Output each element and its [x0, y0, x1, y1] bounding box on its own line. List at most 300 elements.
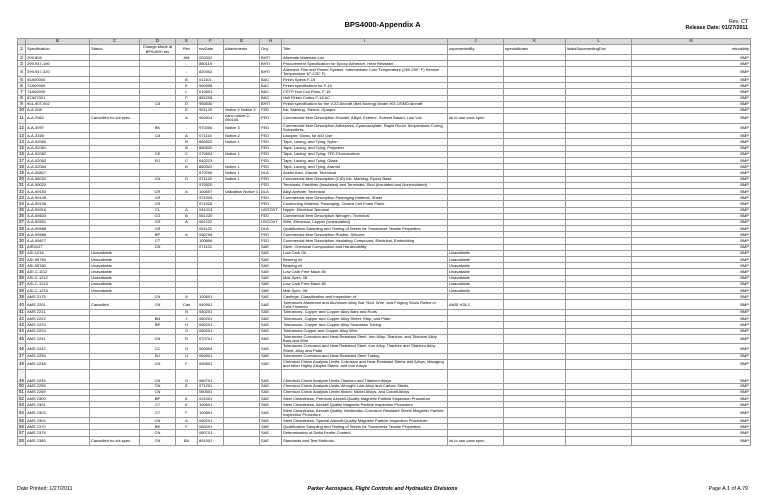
cell-org[interactable]: SAE	[260, 287, 282, 293]
cell-org[interactable]: DLA	[260, 170, 282, 176]
cell-mtrvalidity[interactable]: BMP	[632, 188, 751, 194]
cell-special-notes[interactable]	[504, 114, 566, 124]
cell-mtrvalidity[interactable]: BMP	[632, 294, 751, 300]
cell-attachments[interactable]	[224, 334, 260, 344]
cell-mtrvalidity[interactable]: BMP	[632, 389, 751, 395]
cell-rev[interactable]: B	[176, 213, 198, 219]
cell-specification[interactable]: 901-907-002	[26, 101, 90, 107]
row-number[interactable]: 36	[19, 275, 24, 281]
cell-org[interactable]: SAE	[260, 334, 282, 344]
cell-status[interactable]: Status	[90, 45, 140, 55]
cell-mtrvalidity[interactable]: BMP	[632, 207, 751, 213]
row-number[interactable]: 2	[18, 55, 26, 61]
cell-org[interactable]: FED	[260, 238, 282, 244]
cell-title[interactable]: Chemical Check Analysis Limits Nickel, Nickel Alloys, and Cobalt Alloys	[282, 389, 448, 395]
row-number[interactable]: 20	[19, 176, 24, 182]
cell-rev-date[interactable]: 960814	[198, 114, 224, 124]
cell-rev-date[interactable]: 070604	[198, 151, 224, 157]
cell-mtrvalidity[interactable]: BMP	[632, 170, 751, 176]
cell-rev[interactable]: A	[176, 294, 198, 300]
cell-status[interactable]	[90, 360, 140, 370]
cell-rev-date[interactable]: 100607	[198, 188, 224, 194]
cell-change-rev[interactable]: Change Made at BPS4000 rev	[140, 45, 176, 55]
cell-change-rev[interactable]: CR	[140, 219, 176, 225]
cell-rev-date[interactable]: 901120	[198, 107, 224, 113]
cell-listed-superseding-doc[interactable]	[566, 123, 632, 133]
cell-rev[interactable]: Rev	[176, 45, 198, 55]
row-number[interactable]: 22	[19, 188, 24, 194]
cell-mtrvalidity[interactable]: BMP	[632, 316, 751, 322]
row-number[interactable]: 25	[19, 207, 24, 213]
column-letter-f[interactable]: F	[198, 39, 224, 45]
cell-specification[interactable]: A-A-59551	[26, 219, 90, 225]
cell-title[interactable]: Tolerances Corrosion and Heat-Resistant Steel, Iron Alloy, Titanium, and Titanium Alloy Bars and Wire	[282, 334, 448, 344]
cell-attachments[interactable]	[224, 344, 260, 354]
cell-title[interactable]: Steel Cleanliness, Premium Aircraft-Quality Magnetic Particle Inspection Procedure	[282, 396, 448, 402]
cell-rev[interactable]: G	[176, 369, 198, 383]
cell-org[interactable]: SAE	[260, 328, 282, 334]
cell-change-rev[interactable]: CN	[140, 418, 176, 424]
cell-org[interactable]: FED	[260, 133, 282, 139]
cell-org[interactable]: SAE	[260, 436, 282, 446]
cell-mtrvalidity[interactable]: BMP	[632, 263, 751, 269]
cell-title[interactable]: Tolerances Copper and Copper Alloy Wire	[282, 328, 448, 334]
cell-rev-date[interactable]: 971028	[198, 201, 224, 207]
row-number[interactable]: 16	[19, 151, 24, 157]
cell-rev-date[interactable]: 060904	[198, 344, 224, 354]
row-number[interactable]: 11	[18, 114, 26, 124]
cell-mtrvalidity[interactable]: BMP	[632, 250, 751, 256]
cell-change-rev[interactable]: CN	[140, 176, 176, 182]
cell-change-rev[interactable]: CN	[140, 300, 176, 310]
cell-mtrvalidity[interactable]: BMP	[632, 353, 751, 359]
cell-rev[interactable]: K	[176, 402, 198, 408]
cell-org[interactable]: SAE	[260, 281, 282, 287]
cell-org[interactable]: FED	[260, 213, 282, 219]
cell-change-rev[interactable]: BK	[140, 123, 176, 133]
cell-mtrvalidity[interactable]: mtrvalidty	[632, 45, 751, 55]
cell-title[interactable]: Castings, Classification and Inspection of	[282, 294, 448, 300]
cell-superseded-by[interactable]	[448, 360, 504, 370]
cell-rev[interactable]: H	[176, 353, 198, 359]
cell-listed-superseding-doc[interactable]	[566, 67, 632, 77]
cell-rev[interactable]: A	[176, 114, 198, 124]
cell-superseded-by[interactable]: Unavailable	[448, 250, 504, 256]
cell-attachments[interactable]	[224, 300, 260, 310]
cell-rev[interactable]: B	[176, 76, 198, 82]
row-number[interactable]: 17	[19, 157, 24, 163]
cell-title[interactable]: Tape, Lacing, and Tying, TFE-Fluorocarbon	[282, 151, 448, 157]
cell-rev[interactable]: E	[176, 107, 198, 113]
row-number[interactable]: 49	[18, 369, 26, 383]
cell-mtrvalidity[interactable]: BMP	[632, 61, 751, 67]
cell-listed-superseding-doc[interactable]	[566, 344, 632, 354]
cell-specification[interactable]: AMS 2248	[26, 360, 90, 370]
cell-attachments[interactable]: Validation Notice 1	[225, 188, 259, 194]
column-letter-k[interactable]: K	[504, 39, 566, 45]
cell-special-notes[interactable]	[504, 369, 566, 383]
cell-org[interactable]: SAE	[260, 316, 282, 322]
cell-change-rev[interactable]: CE	[140, 151, 176, 157]
cell-listed-superseding-doc[interactable]	[566, 114, 632, 124]
cell-mtrvalidity[interactable]: BMP	[632, 360, 751, 370]
cell-rev-date[interactable]: 080201	[198, 328, 224, 334]
cell-mtrvalidity[interactable]: BMP	[632, 436, 751, 446]
cell-org[interactable]: SAE	[260, 383, 282, 389]
cell-specification[interactable]: A-A-3165	[26, 133, 90, 139]
cell-mtrvalidity[interactable]: BMP	[632, 176, 751, 182]
cell-superseded-by[interactable]: Unavailable	[448, 275, 504, 281]
cell-org[interactable]: FED	[260, 182, 282, 188]
cell-superseded-by[interactable]: Unavailable	[448, 257, 504, 263]
cell-org[interactable]: BHTI	[260, 67, 282, 77]
cell-change-rev[interactable]: CT	[140, 408, 176, 418]
cell-org[interactable]: BAC	[260, 89, 282, 95]
cell-specification[interactable]: AMS 2241	[26, 334, 90, 344]
cell-change-rev[interactable]: CN	[140, 369, 176, 383]
cell-change-rev[interactable]: CA	[140, 133, 176, 139]
cell-mtrvalidity[interactable]: BMP	[632, 344, 751, 354]
cell-superseded-by[interactable]: ok to use canc spec	[448, 114, 504, 124]
cell-title[interactable]: Mall Spec. 08	[282, 275, 448, 281]
cell-change-rev[interactable]: CN	[140, 430, 176, 436]
cell-org[interactable]: FED	[260, 123, 282, 133]
cell-specification[interactable]: 299-947-100	[26, 61, 90, 67]
cell-change-rev[interactable]: CN	[140, 383, 176, 389]
cell-attachments[interactable]: Notice 1	[224, 151, 260, 157]
cell-title[interactable]: Determination of Delta Ferrite Content	[282, 430, 448, 436]
cell-specification[interactable]: A-A-59588	[26, 232, 90, 238]
cell-org[interactable]: FED	[260, 201, 282, 207]
cell-status[interactable]: Cancelled no s/s spec	[90, 436, 140, 446]
cell-rev-date[interactable]: 071116	[198, 133, 224, 139]
cell-change-rev[interactable]: CL	[140, 207, 176, 213]
cell-mtrvalidity[interactable]: BMP	[632, 67, 751, 77]
cell-org[interactable]: SAE	[260, 408, 282, 418]
cell-specification[interactable]: A-A-59136	[26, 201, 90, 207]
cell-title[interactable]: Tolerances, Copper and Copper Alloy Seamless Tubing	[282, 322, 448, 328]
cell-change-rev[interactable]: BP	[140, 396, 176, 402]
row-number[interactable]: 1	[18, 45, 26, 55]
cell-mtrvalidity[interactable]: BMP	[632, 101, 751, 107]
cell-rev[interactable]: A	[176, 188, 198, 194]
cell-change-rev[interactable]: CT	[140, 238, 176, 244]
cell-mtrvalidity[interactable]: BMP	[632, 402, 751, 408]
cell-org[interactable]: BAC	[260, 83, 282, 89]
cell-rev[interactable]: A	[176, 232, 198, 238]
cell-title[interactable]: Adhesive Film and Primer System, Intermediate Cure Temperature (260-290° F) Service Temperature 67-225° F)	[282, 67, 448, 77]
cell-rev-date[interactable]: 020322	[198, 55, 224, 61]
cell-rev-date[interactable]: 891001	[198, 436, 224, 446]
row-number[interactable]: 10	[19, 107, 24, 113]
cell-specification[interactable]: AMS 2375	[26, 430, 90, 436]
cell-listed-superseding-doc[interactable]	[566, 436, 632, 446]
cell-attachments[interactable]: Notice 1	[224, 164, 260, 170]
cell-specification[interactable]: A-A-52083	[26, 158, 90, 164]
cell-specification[interactable]: A-A-208	[26, 107, 90, 113]
cell-org[interactable]: SAE	[260, 424, 282, 430]
row-number[interactable]: 26	[19, 213, 24, 219]
cell-title[interactable]: Commercial Item Description Rubber, Silicone	[282, 232, 448, 238]
row-number[interactable]: 12	[18, 123, 26, 133]
cell-rev-date[interactable]: 950630	[198, 101, 224, 107]
cell-title[interactable]: Tolerances Corrosion and Heat Resistant Steel, Iron Alloy, Titanium and Titanium Alloy Sheet, Alloy and Plate	[282, 344, 448, 354]
cell-org[interactable]: FED	[260, 145, 282, 151]
row-number[interactable]: 34	[19, 262, 24, 268]
cell-specification[interactable]: AMS 2201	[26, 300, 90, 310]
cell-org[interactable]: SAE	[260, 418, 282, 424]
cell-org[interactable]: SAE	[260, 402, 282, 408]
row-number[interactable]: 37	[19, 281, 24, 287]
cell-title[interactable]: Steel Cleanliness, Aircraft Quality, Martensitic Corrosion Resistant Steels Magnetic Particle Inspection Procedure	[282, 408, 448, 418]
cell-rev-date[interactable]: 080701	[198, 430, 224, 436]
column-letter-n[interactable]: N	[632, 39, 751, 45]
row-number[interactable]: 53	[19, 401, 24, 407]
cell-rev-date[interactable]: 061222	[198, 219, 224, 225]
cell-specification[interactable]: AMS 2175	[26, 294, 90, 300]
cell-rev[interactable]: F	[176, 408, 198, 418]
cell-rev[interactable]: B	[176, 139, 198, 145]
cell-special-notes[interactable]	[504, 67, 566, 77]
cell-org[interactable]: DLA	[260, 188, 282, 194]
cell-rev-date[interactable]: 880520	[198, 139, 224, 145]
cell-special-notes[interactable]	[504, 344, 566, 354]
cell-rev[interactable]: N	[176, 309, 198, 315]
cell-special-notes[interactable]	[504, 408, 566, 418]
cell-rev[interactable]: C	[176, 151, 198, 157]
cell-mtrvalidity[interactable]: BMP	[632, 257, 751, 263]
cell-specification[interactable]: A-A-59153	[26, 188, 90, 194]
cell-rev[interactable]: B	[176, 145, 198, 151]
cell-title[interactable]: Bearing oil	[282, 263, 448, 269]
cell-rev-date[interactable]: 880119	[198, 61, 224, 67]
cell-rev-date[interactable]: 970520	[198, 182, 224, 188]
cell-title[interactable]: Chemical Check Analysis Limits Titanium and Titanium Alloys	[282, 369, 448, 383]
cell-rev[interactable]: F	[176, 360, 198, 370]
row-number[interactable]: 46	[18, 344, 26, 354]
cell-title[interactable]: Tolerances Corrosion and Heat-Resistant Steel Tubing	[282, 353, 448, 359]
cell-org[interactable]: FED	[260, 151, 282, 157]
cell-rev-date[interactable]: revDate	[198, 45, 224, 55]
cell-specification[interactable]: ASI-C-1212	[26, 275, 90, 281]
cell-org[interactable]: SAE	[260, 396, 282, 402]
cell-specification[interactable]: AMS 2224	[26, 328, 90, 334]
cell-org[interactable]: SAE	[260, 430, 282, 436]
cell-change-rev[interactable]: CN	[140, 244, 176, 250]
cell-change-rev[interactable]: CN	[140, 389, 176, 395]
cell-mtrvalidity[interactable]: BMP	[632, 244, 751, 250]
cell-mtrvalidity[interactable]: BMP	[632, 430, 751, 436]
cell-attachments[interactable]	[224, 360, 260, 370]
cell-specification[interactable]: A-A-52082	[26, 151, 90, 157]
cell-specification[interactable]: AMS 2223	[26, 322, 90, 328]
cell-rev-date[interactable]: 071101	[198, 244, 224, 250]
cell-rev-date[interactable]: 071120	[198, 176, 224, 182]
cell-status[interactable]	[90, 408, 140, 418]
cell-specification[interactable]: AMS 2380	[26, 436, 90, 446]
cell-org[interactable]: SAE	[260, 275, 282, 281]
cell-listed-superseding-doc[interactable]	[566, 408, 632, 418]
row-number[interactable]: 40	[18, 300, 26, 310]
cell-rev-date[interactable]: 940901	[198, 300, 224, 310]
cell-mtrvalidity[interactable]: BMP	[632, 213, 751, 219]
cell-org[interactable]: BAC	[260, 76, 282, 82]
cell-specification[interactable]: AMS 2300	[26, 396, 90, 402]
cell-superseded-by[interactable]: Unavailable	[448, 269, 504, 275]
cell-org[interactable]: SAE	[260, 353, 282, 359]
cell-superseded-by[interactable]	[448, 67, 504, 77]
cell-org[interactable]: SAE	[260, 294, 282, 300]
cell-title[interactable]: Tolerances, Copper and Copper Alloy Sheet, Strip, and Plate	[282, 316, 448, 322]
cell-change-rev[interactable]: BJ	[140, 158, 176, 164]
cell-attachments[interactable]: Notice 1	[224, 176, 260, 182]
cell-org[interactable]: SAE	[260, 244, 282, 250]
row-number[interactable]: 41	[19, 309, 24, 315]
cell-specification[interactable]: 72A00000	[26, 83, 90, 89]
cell-change-rev[interactable]: CN	[140, 436, 176, 446]
cell-mtrvalidity[interactable]: BMP	[632, 107, 751, 113]
cell-rev-date[interactable]: 021001	[198, 396, 224, 402]
cell-status[interactable]: Unavailable	[90, 257, 140, 263]
row-number[interactable]: 27	[19, 219, 24, 225]
cell-specification[interactable]: A-A-59588	[26, 226, 90, 232]
cell-change-rev[interactable]: CG	[140, 213, 176, 219]
cell-rev[interactable]: F	[176, 95, 198, 101]
cell-mtrvalidity[interactable]: BMP	[632, 383, 751, 389]
cell-mtrvalidity[interactable]: BMP	[632, 287, 751, 293]
cell-title[interactable]: Tolerances, Copper and Copper Alloy Bars and Rods	[282, 309, 448, 315]
cell-specification[interactable]: A-A-52081	[26, 145, 90, 151]
cell-specification[interactable]: AMS 2249	[26, 369, 90, 383]
cell-specification[interactable]: A-A-56032	[26, 176, 90, 182]
row-number[interactable]: 58	[18, 436, 26, 446]
cell-org[interactable]: SAE	[260, 257, 282, 263]
cell-specification[interactable]: AMS 2242	[26, 344, 90, 354]
cell-rev-date[interactable]: 050708	[198, 232, 224, 238]
cell-title[interactable]: Procurement Specification for Epoxy Adhesive, Heat Resistant	[282, 61, 448, 67]
column-letter-j[interactable]: J	[448, 39, 504, 45]
cell-rev[interactable]: A	[176, 207, 198, 213]
cell-specification[interactable]: Specification	[26, 45, 90, 55]
cell-title[interactable]: Qualification Sampling and Testing of Steels for Transverse Tensile Properties	[282, 424, 448, 430]
cell-rev[interactable]: R	[176, 334, 198, 344]
cell-change-rev[interactable]: CN	[140, 360, 176, 370]
cell-rev-date[interactable]: 970306	[198, 123, 224, 133]
cell-title[interactable]: Commercial Item Description Packaging Material, Sheet	[282, 195, 448, 201]
cell-status[interactable]	[90, 334, 140, 344]
cell-rev-date[interactable]: 041013	[198, 207, 224, 213]
cell-org[interactable]: Org.	[260, 45, 282, 55]
cell-org[interactable]: FED	[260, 176, 282, 182]
cell-rev-date[interactable]: 100601	[198, 294, 224, 300]
cell-specification[interactable]: A-A-59877	[26, 238, 90, 244]
cell-listed-superseding-doc[interactable]: listedSupersedingDoc	[566, 45, 632, 55]
cell-title[interactable]: Chemical Check Analysis Limits Wrought Low-Alloy and Carbon Steels	[282, 383, 448, 389]
cell-rev[interactable]: F	[176, 424, 198, 430]
cell-org[interactable]: BHTI	[260, 61, 282, 67]
cell-specification[interactable]: AMS 2259	[26, 383, 90, 389]
cell-rev[interactable]: AM	[176, 55, 198, 61]
cell-rev[interactable]: G	[176, 328, 198, 334]
cell-rev-date[interactable]: 080201	[198, 309, 224, 315]
cell-attachments[interactable]: Attachments	[224, 45, 260, 55]
cell-mtrvalidity[interactable]: BMP	[632, 201, 751, 207]
cell-mtrvalidity[interactable]: BMP	[632, 269, 751, 275]
cell-status[interactable]: Unavailable	[90, 275, 140, 281]
column-letter-i[interactable]: I	[282, 39, 448, 45]
cell-rev-date[interactable]: 080501	[198, 360, 224, 370]
cell-rev[interactable]: A	[176, 133, 198, 139]
cell-title[interactable]: Lacquer, Gloss, for A/D Use	[282, 133, 448, 139]
row-number[interactable]: 32	[19, 250, 24, 256]
cell-title[interactable]: Cushioning Material, Packaging, Closed Cell Foam Plank	[282, 201, 448, 207]
cell-title[interactable]: Alkyl Acetate, Technical	[282, 188, 448, 194]
cell-rev-date[interactable]: 080201	[198, 418, 224, 424]
row-number[interactable]: 19	[19, 169, 24, 175]
cell-mtrvalidity[interactable]: BMP	[632, 55, 751, 61]
cell-rev-date[interactable]: 880520	[198, 164, 224, 170]
cell-change-rev[interactable]: CR	[140, 195, 176, 201]
cell-attachments[interactable]	[224, 67, 260, 77]
cell-rev-date[interactable]: 070701	[198, 334, 224, 344]
cell-mtrvalidity[interactable]: BMP	[632, 164, 751, 170]
cell-change-rev[interactable]: BN	[140, 316, 176, 322]
cell-title[interactable]: Tape, Lacing, and Tying, Glass	[282, 158, 448, 164]
cell-org[interactable]: SAE	[260, 250, 282, 256]
cell-specification[interactable]: ASI-95760	[26, 263, 90, 269]
cell-title[interactable]: Commercial Item Description (CID) Ink, Marking, Epoxy Base	[282, 176, 448, 182]
cell-mtrvalidity[interactable]: BMP	[632, 334, 751, 344]
cell-mtrvalidity[interactable]: BMP	[632, 238, 751, 244]
cell-rev[interactable]: -	[176, 67, 198, 77]
cell-org[interactable]: SAE	[260, 300, 282, 310]
cell-rev[interactable]: J	[176, 316, 198, 322]
cell-org[interactable]: FED	[260, 164, 282, 170]
cell-mtrvalidity[interactable]: BMP	[632, 281, 751, 287]
cell-status[interactable]: Unavailable	[90, 250, 140, 256]
cell-specification[interactable]: A-A-3097	[26, 123, 90, 133]
cell-mtrvalidity[interactable]: BMP	[632, 114, 751, 124]
cell-rev[interactable]: BA	[176, 436, 198, 446]
cell-specification[interactable]: 74A00000	[26, 89, 90, 95]
cell-org[interactable]: DLA	[260, 226, 282, 232]
cell-change-rev[interactable]: CN	[140, 294, 176, 300]
cell-title[interactable]: Wire, Electrical, Copper (Uninsulated)	[282, 219, 448, 225]
cell-rev-date[interactable]: 820302	[198, 67, 224, 77]
cell-org[interactable]: SAE	[260, 369, 282, 383]
cell-change-rev[interactable]: BJ	[140, 353, 176, 359]
cell-listed-superseding-doc[interactable]	[566, 369, 632, 383]
cell-title[interactable]: Ink, Marking, Stencil, Opaque	[282, 107, 448, 113]
cell-org[interactable]: SAE	[260, 360, 282, 370]
cell-rev[interactable]: L	[176, 89, 198, 95]
cell-specification[interactable]: AMS 2370	[26, 424, 90, 430]
cell-special-notes[interactable]	[504, 436, 566, 446]
cell-special-notes[interactable]	[504, 360, 566, 370]
cell-rev-date[interactable]: 870206	[198, 170, 224, 176]
cell-title[interactable]: Commercial Item Description Insulating Compound, Electrical, Embedding	[282, 238, 448, 244]
cell-specification[interactable]: AMS 2221	[26, 309, 90, 315]
cell-listed-superseding-doc[interactable]	[566, 300, 632, 310]
cell-org[interactable]: SAE	[260, 309, 282, 315]
cell-rev-date[interactable]: 100801	[198, 408, 224, 418]
cell-specification[interactable]: A-A-59020	[26, 182, 90, 188]
cell-org[interactable]: FED	[260, 232, 282, 238]
cell-superseded-by[interactable]: supersededBy	[448, 45, 504, 55]
cell-mtrvalidity[interactable]: BMP	[632, 182, 751, 188]
cell-title[interactable]: Bearing oil	[282, 257, 448, 263]
cell-specification[interactable]: AMS 2253	[26, 353, 90, 359]
